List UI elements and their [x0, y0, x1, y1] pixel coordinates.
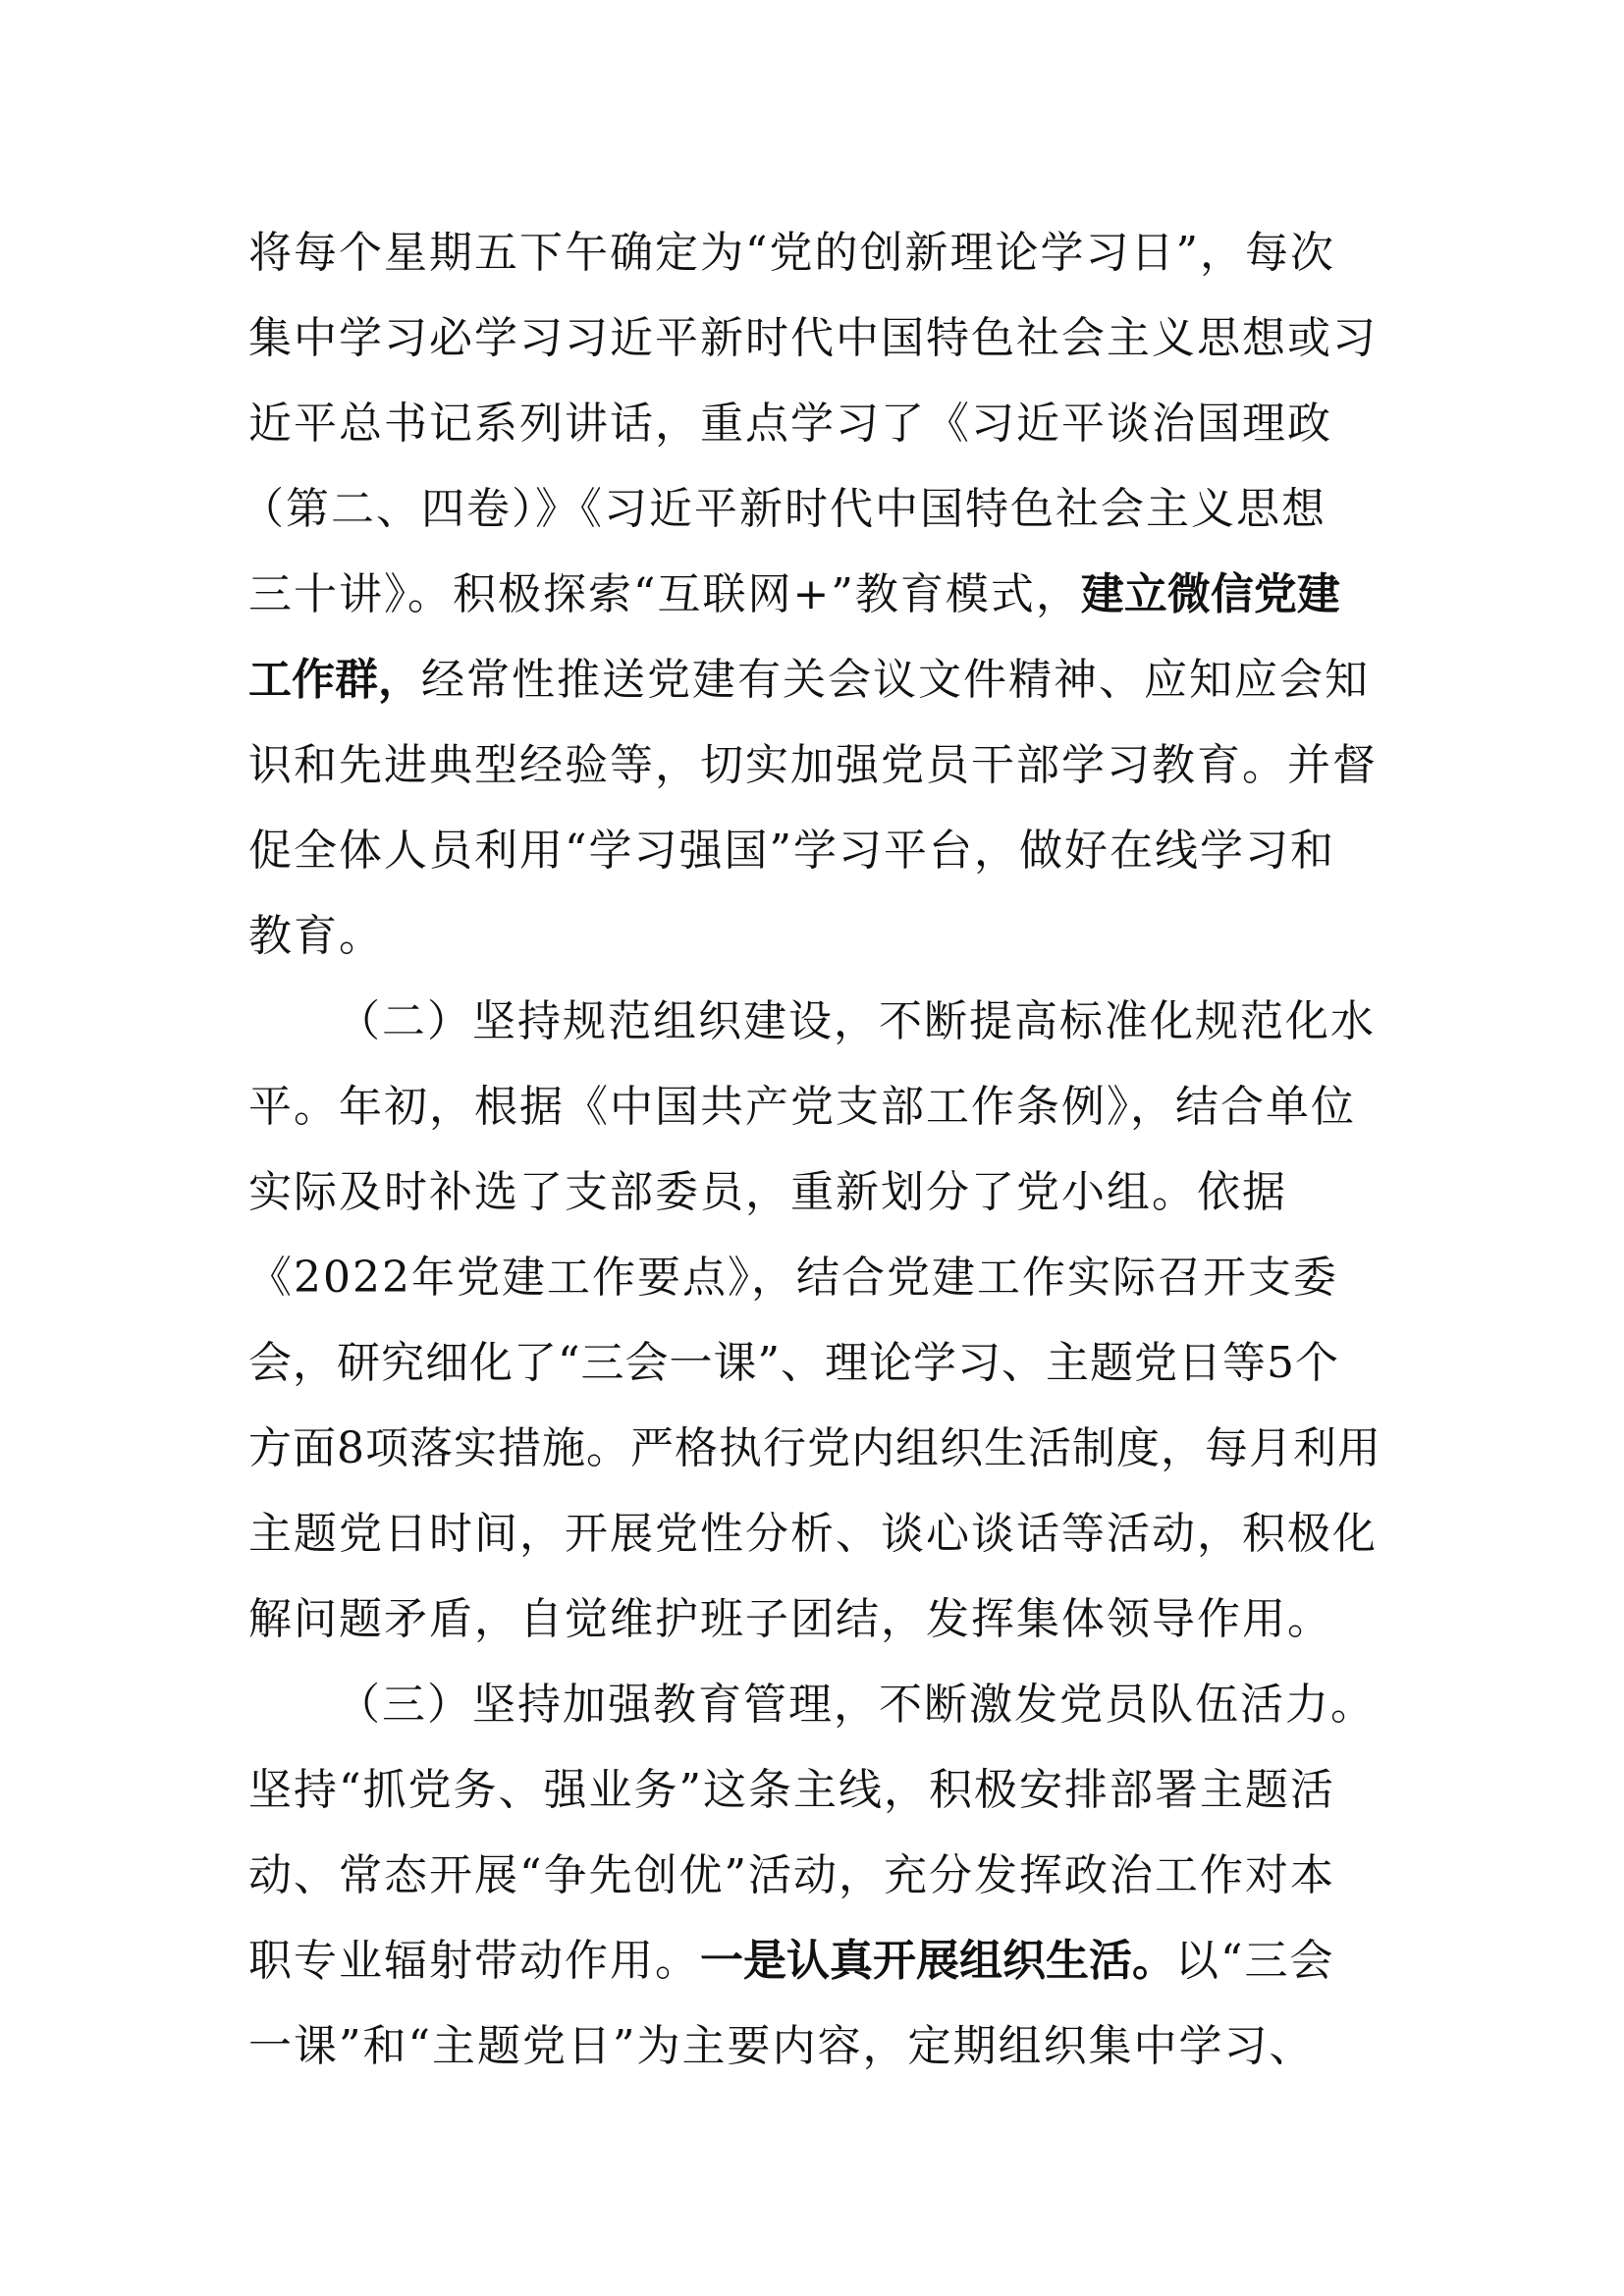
bold-phrase: 一是认真开展组织生活。	[700, 1936, 1175, 1986]
section-heading-line: （三）坚持加强教育管理，不断激发党员队伍活力。	[337, 1680, 1376, 1730]
text-line: 平。年初，根据《中国共产党支部工作条例》，结合单位	[248, 1082, 1356, 1132]
text-line: 坚持“抓党务、强业务”这条主线，积极安排部署主题活	[248, 1765, 1335, 1815]
text-line: 会，研究细化了“三会一课”、理论学习、主题党日等5个	[248, 1338, 1339, 1388]
text-line: 识和先进典型经验等，切实加强党员干部学习教育。并督	[248, 740, 1378, 790]
text-line: 将每个星期五下午确定为“党的创新理论学习日”，每次	[248, 228, 1335, 278]
text-line: 《2022年党建工作要点》，结合党建工作实际召开支委	[248, 1253, 1338, 1303]
text-line: 促全体人员利用“学习强国”学习平台，做好在线学习和	[248, 826, 1335, 876]
text-line: 三十讲》。积极探索“互联网+”教育模式，建立微信党建	[248, 569, 1340, 619]
text-line: 动、常态开展“争先创优”活动，充分发挥政治工作对本	[248, 1850, 1335, 1900]
text-line: 教育。	[248, 911, 384, 961]
bold-phrase: 建立微信党建	[1080, 569, 1340, 619]
text-line: 实际及时补选了支部委员，重新划分了党小组。依据	[248, 1167, 1287, 1217]
text-line: （第二、四卷）》《习近平新时代中国特色社会主义思想	[241, 484, 1326, 534]
text-line: 集中学习必学习习近平新时代中国特色社会主义思想或习	[248, 313, 1378, 363]
text-line: 主题党日时间，开展党性分析、谈心谈话等活动，积极化	[248, 1509, 1378, 1559]
bold-phrase: 工作群，	[248, 655, 421, 705]
text-line: 解问题矛盾，自觉维护班子团结，发挥集体领导作用。	[248, 1594, 1332, 1644]
text-line: 职专业辐射带动作用。一是认真开展组织生活。以“三会	[248, 1936, 1335, 1986]
text-line: 一课”和“主题党日”为主要内容，定期组织集中学习、	[248, 2021, 1315, 2071]
section-heading-line: （二）坚持规范组织建设，不断提高标准化规范化水	[337, 996, 1376, 1046]
text-line: 近平总书记系列讲话，重点学习了《习近平谈治国理政	[248, 399, 1332, 449]
text-line: 方面8项落实措施。严格执行党内组织生活制度，每月利用	[248, 1423, 1381, 1473]
text-line: 工作群，经常性推送党建有关会议文件精神、应知应会知	[248, 655, 1370, 705]
